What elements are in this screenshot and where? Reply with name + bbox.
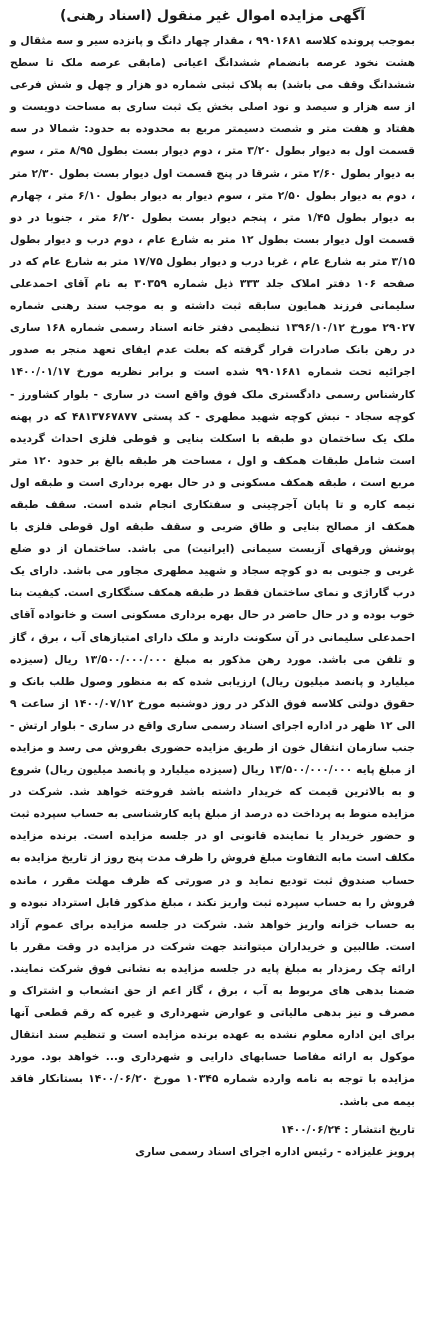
notice-footer (10, 1119, 415, 1163)
notice-body: بموجب پرونده کلاسه ۹۹۰۱۶۸۱ ، مقدار چهار دانگ و پانزده سیر و سه مثقال و هشت نخود عرصه بانضمام ششدانگ اعیانی (مابقی عرصه ملک تا سطح ششدانگ وقف می باشد) به پلاک ثبتی شماره دو هزار و چهل و شش فرعی از سه هزار و سیصد و نود اصلی بخش یک ثبت ساری به مساحت دویست و هفتاد و هفت متر و شصت دسیمتر مربع به محدوده به حدود: شمالا در سه قسمت اول به دیوار بطول ۳/۲۰ متر ، دوم دیوار بست بطول ۸/۹۵ متر ، سوم به دیوار بطول ۲/۶۰ متر ، شرقا در پنج قسمت اول دیوار بست بطول ۲/۳۰ متر ، دوم به دیوار بطول ۲/۵۰ متر ، سوم دیوار به دیوار بطول ۶/۱۰ متر ، چهارم به دیوار بطول ۱/۴۵ متر ، پنجم دیوار بست بطول ۶/۲۰ متر ، جنوبا در دو قسمت اول دیوار بست بطول ۱۲ متر به شارع عام ، دوم درب و دیوار بطول ۳/۱۵ متر به شارع عام ، غربا درب و دیوار بطول ۱۷/۷۵ متر به شارع عام که در صفحه ۱۰۶ دفتر املاک جلد ۳۳۳ ذیل شماره ۳۰۳۵۹ به نام آقای احمدعلی سلیمانی فرزند همایون سابقه ثبت داشته و به موجب سند رهنی شماره ۲۹۰۲۷ مورخ ۱۳۹۶/۱۰/۱۲ تنظیمی دفتر خانه اسناد رسمی شماره ۱۶۸ ساری در رهن بانک صادرات قرار گرفته که بعلت عدم ایفای تعهد منجر به صدور اجرائیه تحت شماره ۹۹۰۱۶۸۱ شده است و برابر نظریه مورخ ۱۴۰۰/۰۱/۱۷ کارشناس رسمی دادگستری ملک فوق واقع است در ساری - بلوار کشاورز - کوچه سجاد - نبش کوچه شهید مطهری - کد پستی ۴۸۱۳۷۶۷۸۷۷ که در پهنه ملک یک ساختمان دو طبقه با اسکلت بنایی و قوطی فلزی احداث گردیده است شامل طبقات همکف و اول ، مساحت هر طبقه بالغ بر حدود ۱۲۰ متر مربع است ، طبقه همکف مسکونی و در حال بهره برداری است و طبقه اول نیمه کاره و تا پایان آجرچینی و سفتکاری انجام شده است. سقف طبقه همکف از مصالح بنایی و طاق ضربی و سقف طبقه اول قوطی فلزی با پوشش ورقهای آزبست سیمانی (ایرانیت) می باشد. ساختمان از دو ضلع غربی و جنوبی به دو کوچه سجاد و شهید مطهری مجاور می باشد. دارای یک درب گاراژی و نمای ساختمان فقط در طبقه همکف سنگکاری است. کیفیت بنا خوب بوده و در حال حاضر در حال بهره برداری مسکونی است و خانواده آقای احمدعلی سلیمانی در آن سکونت دارند و ملک دارای امتیازهای آب ، برق ، گاز و تلفن می باشد. مورد رهن مذکور به مبلغ ۱۳/۵۰۰/۰۰۰/۰۰۰ ریال (سیزده میلیارد و پانصد میلیون ریال) ارزیابی شده که به منظور وصول طلب بانک و حقوق دولتی کلاسه فوق الذکر در روز دوشنبه مورخ ۱۴۰۰/۰۷/۱۲ از ساعت ۹ الی ۱۲ ظهر در اداره اجرای اسناد رسمی ساری واقع در ساری - بلوار ارتش - جنب سازمان انتقال خون از طریق مزایده حضوری بفروش می رسد و مزایده از مبلغ پایه ۱۳/۵۰۰/۰۰۰/۰۰۰ ریال (سیزده میلیارد و پانصد میلیون ریال) شروع و به بالاترین قیمت که خریدار داشته باشد فروخته خواهد شد. شرکت در مزایده منوط به پرداخت ده درصد از مبلغ پایه کارشناسی به حساب سپرده ثبت و حضور خریدار یا نماینده قانونی او در جلسه مزایده است. برنده مزایده مکلف است مابه التفاوت مبلغ فروش را ظرف مدت پنج روز از تاریخ مزایده به حساب صندوق ثبت تودیع نماید و در صورتی که ظرف مهلت مقرر ، مانده فروش را به حساب سپرده ثبت واریز نکند ، مبلغ مذکور قابل استرداد نبوده و به حساب خزانه واریز خواهد شد. شرکت در جلسه مزایده برای عموم آزاد است. طالبین و خریداران میتوانند جهت شرکت در مزایده در وقت مقرر با ارائه چک رمزدار به مبلغ پایه در جلسه مزایده به نشانی فوق شرکت نمایند. ضمنا بدهی های مربوط به آب ، برق ، گاز اعم از حق انشعاب و اشتراک و مصرف و نیز بدهی مالیاتی و عوارض شهرداری و غیره که رقم قطعی آنها برای این اداره معلوم نشده به عهده برنده مزایده است و تنظیم سند انتقال موکول به ارائه مفاصا حسابهای دارایی و شهرداری و... خواهد بود. مورد مزایده با توجه به نامه وارده شماره ۱۰۳۴۵ مورخ ۱۴۰۰/۰۶/۲۰ بستانکار فاقد بیمه می باشد. (10, 34, 416, 1108)
signature-line: پرویز علیزاده - رئیس اداره اجرای اسناد رسمی ساری (135, 1144, 415, 1158)
notice-title: آگهی مزایده اموال غیر منقول (اسناد رهنی) (59, 8, 366, 24)
publish-date: تاریخ انتشار : ۱۴۰۰/۰۶/۲۴ (280, 1122, 415, 1136)
